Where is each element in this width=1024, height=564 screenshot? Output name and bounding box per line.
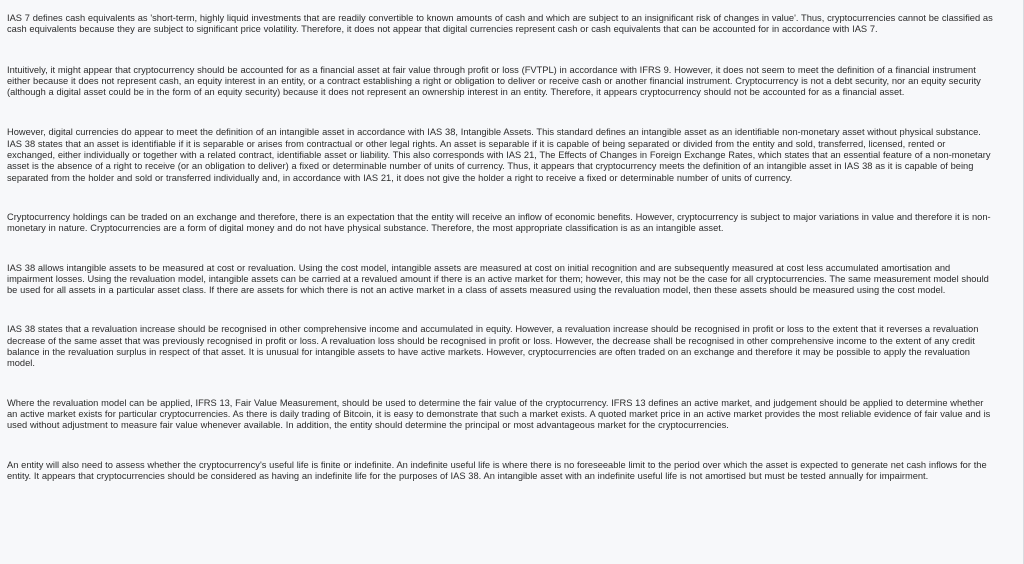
paragraph-financial-asset: Intuitively, it might appear that cryptocurrency should be accounted for as a financial asset at fair value through profit or loss (FVTPL) in accordance with IFRS 9. However, it does not seem to meet the definition of a financial instrument either because it does not represent cash, an equity interest in an entity, or a contract establishing a right or obligation to deliver or receive cash or another financial instrument. Cryptocurrency is not a debt security, nor an equity security (although a digital asset could be in the form of an equity security) because it does not represent an ownership interest in an entity. Therefore, it appears cryptocurrency should not be accounted for as a financial asset. [7, 64, 981, 98]
paragraph-revaluation: IAS 38 states that a revaluation increase should be recognised in other comprehensive income and accumulated in equity. However, a revaluation increase should be recognised in profit or loss to the extent that it reverses a revaluation decrease of the same asset that was previously recognised in profit or loss. A revaluation loss should be recognised in profit or loss. However, the decrease shall be recognised in other comprehensive income to the extent of any credit balance in the revaluation surplus in respect of that asset. It is unusual for intangible assets to have active markets. However, cryptocurrencies are often traded on an exchange and therefore it may be possible to apply the revaluation model. [7, 324, 979, 369]
paragraph-measurement-models: IAS 38 allows intangible assets to be measured at cost or revaluation. Using the cost model, intangible assets are measured at cost on initial recognition and are subsequently measured at cost less accumulated amortisation and impairment losses. Using the revaluation model, intangible assets can be carried at a revalued amount if there is an active market for them; however, this may not be the case for all cryptocurrencies. The same measurement model should be used for all assets in a particular asset class. If there are assets for which there is not an active market in a class of assets measured using the revaluation model, then these assets should be measured using the cost model. [7, 262, 989, 296]
paragraph-classification: Cryptocurrency holdings can be traded on an exchange and therefore, there is an expectation that the entity will receive an inflow of economic benefits. However, cryptocurrency is subject to major variations in value and therefore it is non-monetary in nature. Cryptocurrencies are a form of digital money and do not have physical substance. Therefore, the most appropriate classification is as an intangible asset. [7, 211, 991, 234]
paragraph-fair-value: Where the revaluation model can be applied, IFRS 13, Fair Value Measurement, should be used to determine the fair value of the cryptocurrency. IFRS 13 defines an active market, and judgement should be applied to determine whether an active market exists for particular cryptocurrencies. As there is daily trading of Bitcoin, it is easy to demonstrate that such a market exists. A quoted market price in an active market provides the most reliable evidence of fair value and is used without adjustment to measure fair value whenever available. In addition, the entity should determine the principal or most advantageous market for the cryptocurrencies. [7, 397, 991, 431]
paragraph-cash-equivalents: IAS 7 defines cash equivalents as 'short-term, highly liquid investments that are readily convertible to known amounts of cash and which are subject to an insignificant risk of changes in value'. Thus, cryptocurrencies cannot be classified as cash equivalents because they are subject to significant price volatility. Therefore, it does not appear that digital currencies represent cash or cash equivalents that can be accounted for in accordance with IAS 7. [7, 13, 993, 35]
paragraph-intangible-asset-definition: However, digital currencies do appear to meet the definition of an intangible asset in accordance with IAS 38, Intangible Assets. This standard defines an intangible asset as an identifiable non-monetary asset without physical substance. IAS 38 states that an asset is identifiable if it is separable or arises from contractual or other legal rights. An asset is separable if it is capable of being separated or divided from the entity and sold, transferred, licensed, rented or exchanged, either individually or together with a related contract, identifiable asset or liability. This also corresponds with IAS 21, The Effects of Changes in Foreign Exchange Rates, which states that an essential feature of a non-monetary asset is the absence of a right to receive (or an obligation to deliver) a fixed or determinable number of units of currency. Thus, it appears that cryptocurrency meets the definition of an intangible asset in IAS 38 as it is capable of being separated from the holder and sold or transferred individually and, in accordance with IAS 21, it does not give the holder a right to receive a fixed or determinable number of units of currency. [7, 127, 991, 183]
paragraph-useful-life: An entity will also need to assess whether the cryptocurrency's useful life is finite or indefinite. An indefinite useful life is where there is no foreseeable limit to the period over which the asset is expected to generate net cash inflows for the entity. It appears that cryptocurrencies should be considered as having an indefinite life for the purposes of IAS 38. An intangible asset with an indefinite useful life is not amortised but must be tested annually for impairment. [7, 459, 987, 481]
